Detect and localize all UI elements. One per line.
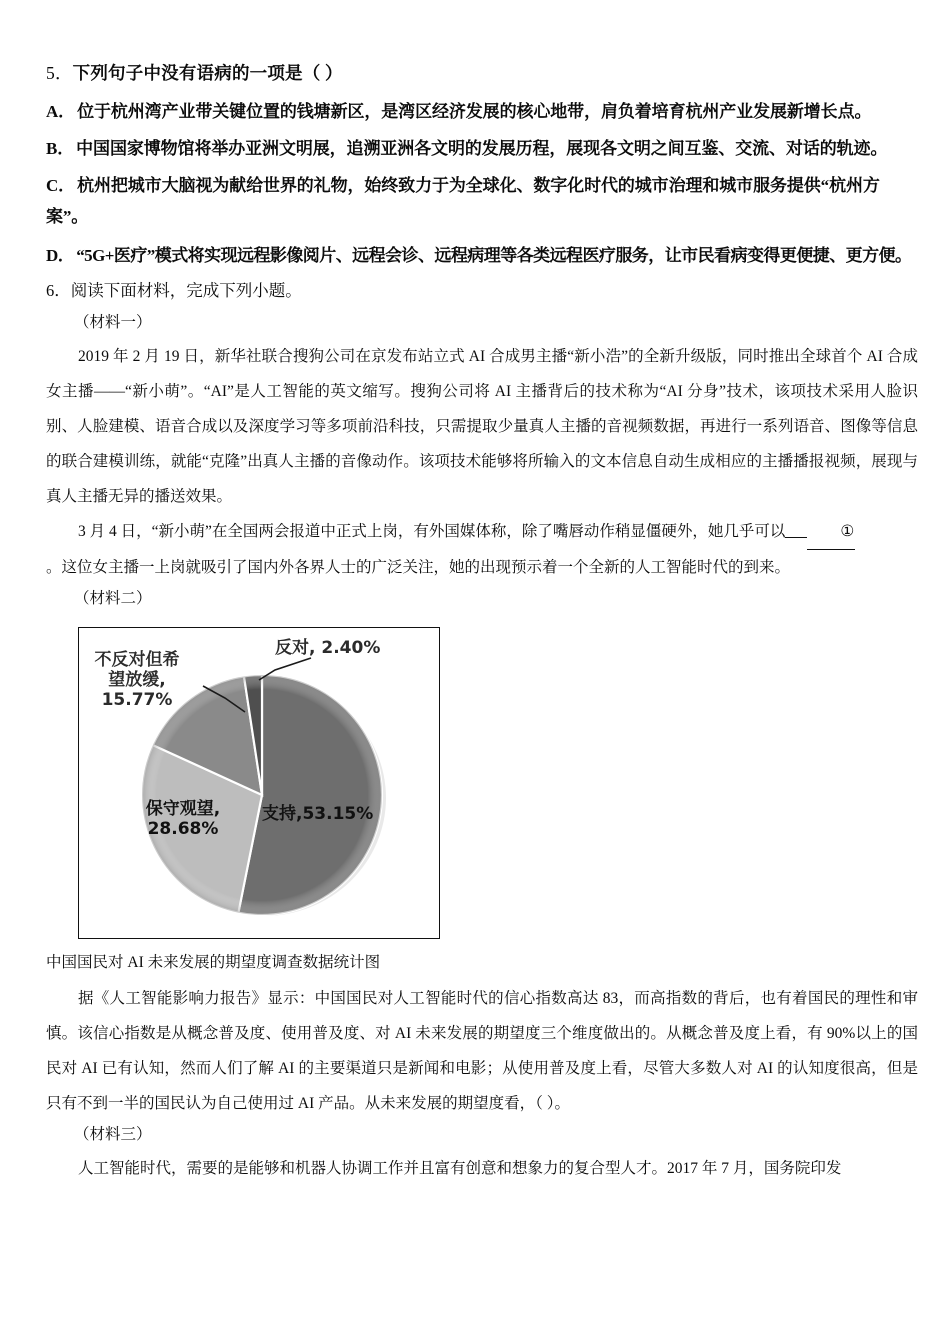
pie-label-wait	[135, 799, 231, 839]
question-6-stem-text: 阅读下面材料，完成下列小题。	[70, 281, 302, 300]
pie-label-slow-line1: 不反对但希	[94, 650, 180, 670]
option-c-continued-text: 案”。	[46, 207, 89, 226]
pie-label-wait-line2: 28.68%	[147, 819, 219, 840]
question-5-stem	[46, 58, 918, 88]
pie-shading	[142, 675, 382, 915]
fill-in-blank-line[interactable]	[785, 537, 807, 538]
option-a-text: 位于杭州湾产业带关键位置的钱塘新区，是湾区经济发展的核心地带，肩负着培育杭州产业发展新增长点。	[77, 102, 872, 121]
question-5-option-c-continued	[46, 201, 918, 232]
option-b-text: 中国国家博物馆将举办亚洲文明展，追溯亚洲各文明的发展历程，展现各文明之间互鉴、交流、对话的轨迹。	[76, 139, 888, 158]
material-3-paragraph-1: 人工智能时代，需要的是能够和机器人协调工作并且富有创意和想象力的复合型人才。2017 年 7 月，国务院印发	[78, 1160, 842, 1177]
option-d-label: D．	[46, 246, 75, 265]
pie-label-slow-line2: 望放缓,	[108, 670, 166, 691]
pie-label-slow-line3: 15.77%	[101, 690, 173, 711]
option-b-label: B．	[46, 139, 75, 158]
material-2-paragraph-1: 据《人工智能影响力报告》显示：中国国民对人工智能时代的信心指数高达 83，而高指数的背后，也有着国民的理性和审慎。该信心指数是从概念普及度、使用普及度、对 AI 未来发展的期望度三个维度做出的。从概念普及度上看，有 90%以上的国民对 AI 已有认知，然而人们了解 AI 的主要渠道只是新闻和电影；从使用普及度上看，尽管大多数人对 AI 的认知度很高，但是只有不到一半的国民认为自己使用过 AI 产品。从未来发展的期望度看，（ ）。	[46, 990, 918, 1112]
question-5-number: 5．	[46, 63, 73, 83]
chart-container	[46, 627, 918, 939]
material-1-paragraph-3: 。这位女主播一上岗就吸引了国内外各界人士的广泛关注，她的出现预示着一个全新的人工智能时代的到来。	[46, 559, 791, 576]
question-5-stem-text: 下列句子中没有语病的一项是（ ）	[72, 63, 343, 83]
page-content	[46, 58, 918, 1186]
material-1-heading: （材料一）	[74, 314, 152, 331]
material-1-paragraph-1: 2019 年 2 月 19 日，新华社联合搜狗公司在京发布站立式 AI 合成男主播“新小浩”的全新升级版，同时推出全球首个 AI 合成女主播——“新小萌”。“AI”是人工智能的英文缩写。搜狗公司将 AI 主播背后的技术称为“AI 分身”技术，该项技术采用人脸识别、人脸建模、语音合成以及深度学习等多项前沿科技，只需提取少量真人主播的音视频数据，再进行一系列语音、图像等信息的联合建模训练，就能“克隆”出真人主播的音像动作。该项技术能够将所输入的文本信息自动生成相应的主播播报视频，展现与真人主播无异的播送效果。	[46, 348, 918, 505]
question-5-option-a[interactable]	[46, 96, 918, 127]
pie-chart-box	[78, 627, 440, 939]
option-c-label: C．	[46, 176, 76, 195]
question-5-option-d[interactable]	[46, 240, 918, 271]
option-a-label: A．	[46, 102, 76, 121]
material-3-heading: （材料三）	[74, 1126, 152, 1143]
pie-label-oppose: 反对, 2.40%	[275, 638, 381, 658]
material-2-heading: （材料二）	[74, 590, 152, 607]
question-5-option-c[interactable]	[46, 170, 918, 201]
pie-label-wait-line1: 保守观望,	[145, 799, 221, 819]
question-6-stem	[46, 277, 918, 305]
question-5-option-b[interactable]	[46, 133, 918, 164]
blank-marker-1: ①	[807, 514, 855, 550]
option-d-text: “5G+医疗”模式将实现远程影像阅片、远程会诊、远程病理等各类远程医疗服务，让市民看病变得更便捷、更方便。	[76, 246, 912, 265]
pie-label-support: 支持,53.15%	[262, 804, 374, 824]
option-c-text: 杭州把城市大脑视为献给世界的礼物，始终致力于为全球化、数字化时代的城市治理和城市服务提供“杭州方	[77, 176, 880, 195]
chart-caption: 中国国民对 AI 未来发展的期望度调查数据统计图	[46, 954, 381, 971]
material-1-paragraph-2	[46, 514, 918, 550]
pie-label-slow	[85, 650, 189, 710]
material-1-paragraph-2-text: 3 月 4 日，“新小萌”在全国两会报道中正式上岗，有外国媒体称，除了嘴唇动作稍显僵硬外，她几乎可以	[78, 523, 786, 540]
question-6-number: 6．	[46, 281, 71, 300]
